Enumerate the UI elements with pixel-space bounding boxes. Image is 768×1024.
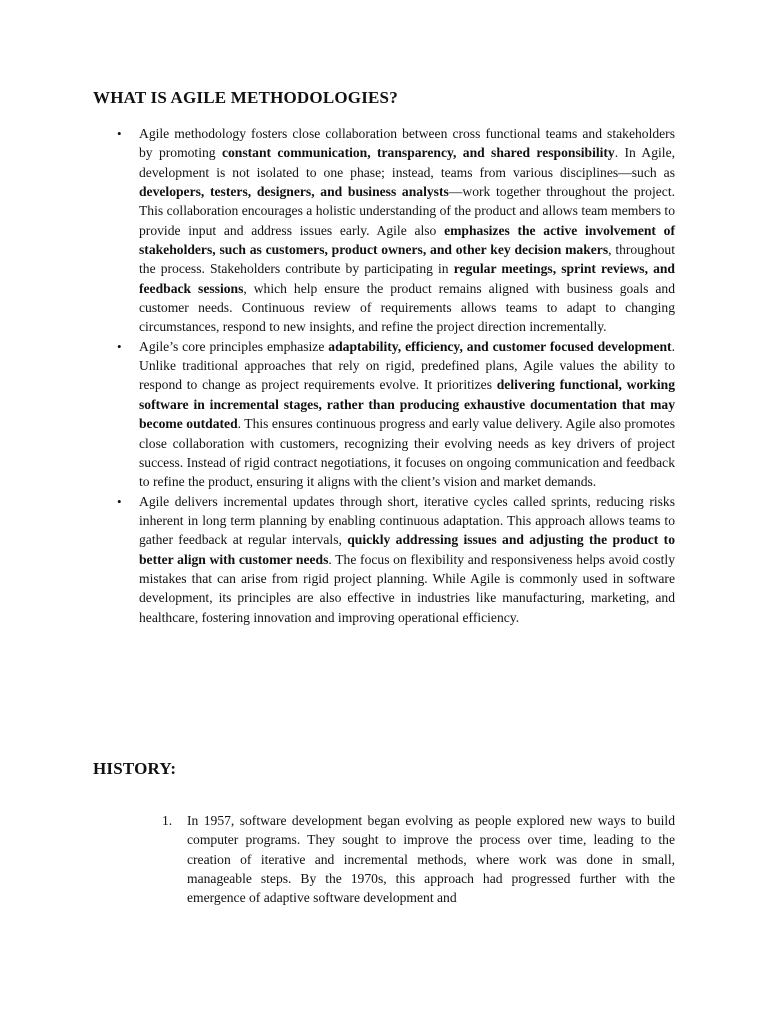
bullet-item	[117, 492, 675, 627]
section-heading-agile: WHAT IS AGILE METHODOLOGIES?	[93, 88, 398, 107]
bullet-text: , throughout the process. Stakeholders contribute by participating in	[139, 242, 675, 277]
bullet-marker: •	[117, 338, 122, 354]
history-numbered-list	[162, 811, 675, 908]
bullet-item	[117, 337, 675, 492]
bullet-marker: •	[117, 126, 122, 141]
bullet-bold-text: adaptability, efficiency, and customer focused development	[328, 338, 672, 354]
bullet-text: , which help ensure the product remains aligned with business goals and customer needs. Continuous review of requirements allows teams to adapt to changing circumstances, respond to new insights, and refine the project direction incrementally.	[139, 280, 675, 335]
bullet-item	[117, 124, 676, 337]
bullet-bold-text: delivering functional, working software in incremental stages, rather than producing exhaustive documentation that may become outdated	[139, 377, 675, 432]
bullet-text: . This ensures continuous progress and early value delivery. Agile also promotes close collaboration with customers, recognizing their evolving needs as key drivers of project success. Instead of rigid contract negotiations, it focuses on ongoing communication and feedback to refine the product, ensuring it aligns with the client’s vision and market demands.	[139, 416, 675, 490]
agile-bullet-list	[117, 124, 676, 627]
bullet-bold-text: constant communication, transparency, and shared responsibility	[221, 145, 615, 161]
bullet-bold-text: quickly addressing issues and adjusting the product to better align with customer needs	[139, 532, 675, 567]
bullet-text: Agile delivers incremental updates through short, iterative cycles called sprints, reducing risks inherent in long term planning by enabling continuous adaptation. This approach allows teams to gather feedback at regular intervals,	[139, 493, 675, 548]
bullet-marker: •	[117, 493, 122, 509]
bullet-bold-text: developers, testers, designers, and business analysts	[139, 184, 449, 200]
bullet-text: Agile’s core principles emphasize	[139, 338, 329, 354]
bullet-text: . Unlike traditional approaches that rely on rigid, predefined plans, Agile values the ability to respond to change as project requirements evolve. It prioritizes	[139, 338, 675, 393]
bullet-text: . The focus on flexibility and responsiveness helps avoid costly mistakes that can arise from rigid project planning. While Agile is commonly used in software development, its principles are also effective in industries like manufacturing, marketing, and healthcare, fostering innovation and improving operational efficiency.	[139, 551, 675, 625]
bullet-text: —work together throughout the project. This collaboration encourages a holistic understanding of the product and allows team members to provide input and address issues early. Agile also	[139, 184, 676, 238]
list-item	[162, 811, 675, 908]
bullet-bold-text: emphasizes the active involvement of stakeholders, such as customers, product owners, and other key decision makers	[139, 222, 675, 258]
bullet-text: Agile methodology fosters close collaboration between cross functional teams and stakeholders by promoting	[139, 126, 675, 161]
list-item-text: In 1957, software development began evolving as people explored new ways to build computer programs. They sought to improve the process over time, leading to the creation of iterative and incremental methods, where work was done in small, manageable steps. By the 1970s, this approach had progressed further with the emergence of adaptive software development and	[187, 813, 675, 906]
section-heading-history: HISTORY:	[93, 759, 177, 778]
list-number: 1.	[162, 813, 173, 828]
bullet-text: . In Agile, development is not isolated to one phase; instead, teams from various disciplines—such as	[139, 145, 676, 180]
bullet-bold-text: regular meetings, sprint reviews, and feedback sessions	[139, 261, 675, 296]
